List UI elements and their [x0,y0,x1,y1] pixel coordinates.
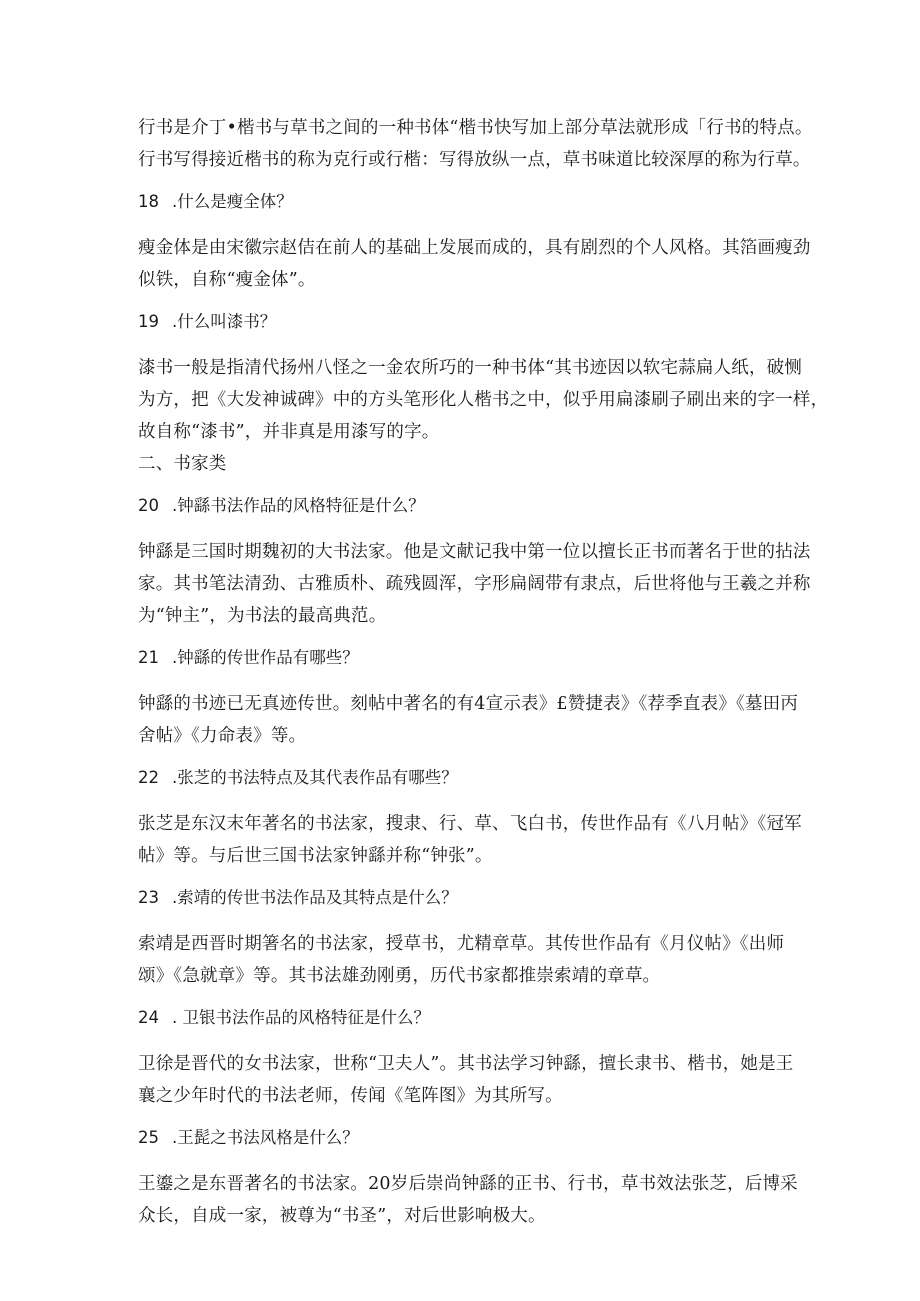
text-line: 为方，把《大发神诚碑》中的方头笔形化人楷书之中，似乎用扁漆刷子刷出来的字一样， [138,390,829,410]
text-line: 舍帖》《力命表》等。 [138,726,307,746]
answer-25 [138,1168,798,1232]
question-24 [138,1002,798,1034]
question-text: .张芝的书法特点及其代表作品有哪些？ [172,768,458,787]
question-number: 19 [138,312,159,331]
text-line: 众长，自成一家，被尊为“书圣”，对后世影响极大。 [138,1206,546,1226]
question-number: 23 [138,888,159,907]
answer-22 [138,808,802,872]
text-line: 行书是介丁•楷书与草书之间的一种书体“楷书快写加上部分草法就形成「行书的特点。 [138,118,813,138]
question-text: .索靖的传世书法作品及其特点是什么？ [172,888,458,907]
text-line: 襄之少年时代的书法老师，传闻《笔阵图》为其所写。 [138,1086,563,1106]
question-text: .什么是瘦全体？ [172,192,293,211]
question-number: 22 [138,768,159,787]
answer-23 [138,928,798,992]
question-number: 18 [138,192,159,211]
question-22 [138,762,798,794]
question-23 [138,882,798,914]
question-text: .钟繇书法作品的风格特征是什么？ [172,496,425,515]
text-line: 似铁，自称“瘦金体”。 [138,270,316,290]
question-text: . 卫银书法作品的风格特征是什么？ [172,1008,430,1027]
text-line: 王鎏之是东晋著名的书法家。20岁后崇尚钟繇的正书、行书，草书效法张芝，后博采 [138,1174,798,1194]
question-text: .王髭之书法风格是什么？ [172,1128,359,1147]
text-line: 钟繇的书迹已无真迹传世。刻帖中著名的有4宣示表》£赞捷表》《荐季直表》《墓田丙 [138,694,799,714]
question-number: 25 [138,1128,159,1147]
answer-19 [138,352,829,448]
text-line: 为“钟主”，为书法的最高典范。 [138,606,387,626]
question-19 [138,306,798,338]
question-text: .钟繇的传世作品有哪些？ [172,648,359,667]
question-number: 20 [138,496,159,515]
answer-21 [138,688,798,752]
text-line: 颂》《急就章》等。其书法雄劲刚勇，历代书家都推崇索靖的章草。 [138,966,661,986]
question-number: 24 [138,1008,159,1027]
answer-20 [138,536,811,632]
text-line: 张芝是东汉末年著名的书法家，搜隶、行、草、飞白书，传世作品有《八月帖》《冠军 [138,814,802,834]
text-line: 故自称“漆书”，并非真是用漆写的字。 [138,422,440,442]
text-line: 卫徐是晋代的女书法家，世称“卫夫人”。其书法学习钟繇，擅长隶书、楷书，她是王 [138,1054,794,1074]
question-20 [138,490,798,522]
text-line: 家。其书笔法清劲、古雅质朴、疏残圆浑，字形扁阔带有隶点，后世将他与王羲之并称 [138,574,811,594]
question-21 [138,642,798,674]
text-line: 瘦金体是由宋徽宗赵佶在前人的基础上发展而成的，具有剧烈的个人风格。其箔画瘦劲 [138,238,811,258]
answer-18 [138,232,811,296]
document-page [138,112,829,1232]
question-number: 21 [138,648,159,667]
question-25 [138,1122,798,1154]
text-line: 帖》等。与后世三国书法家钟繇并称“钟张”。 [138,846,493,866]
paragraph-xingshu [138,112,813,176]
text-line: 行书写得接近楷书的称为克行或行楷：写得放纵一点，草书味道比较深厚的称为行草。 [138,150,811,170]
text-line: 漆书一般是指清代扬州八怪之一金农所巧的一种书体“其书迹因以软宅蒜扁人纸，破恻 [138,358,803,378]
text-line: 索靖是西晋时期箸名的书法家，授草书，尤精章草。其传世作品有《月仪帖》《出师 [138,934,785,954]
question-text: .什么叫漆书？ [172,312,277,331]
section-heading: 二、书家类 [138,454,227,474]
question-18 [138,186,798,218]
answer-24 [138,1048,798,1112]
text-line: 钟繇是三国时期魏初的大书法家。他是文献记我中第一位以擅长正书而著名于世的拈法 [138,542,811,562]
